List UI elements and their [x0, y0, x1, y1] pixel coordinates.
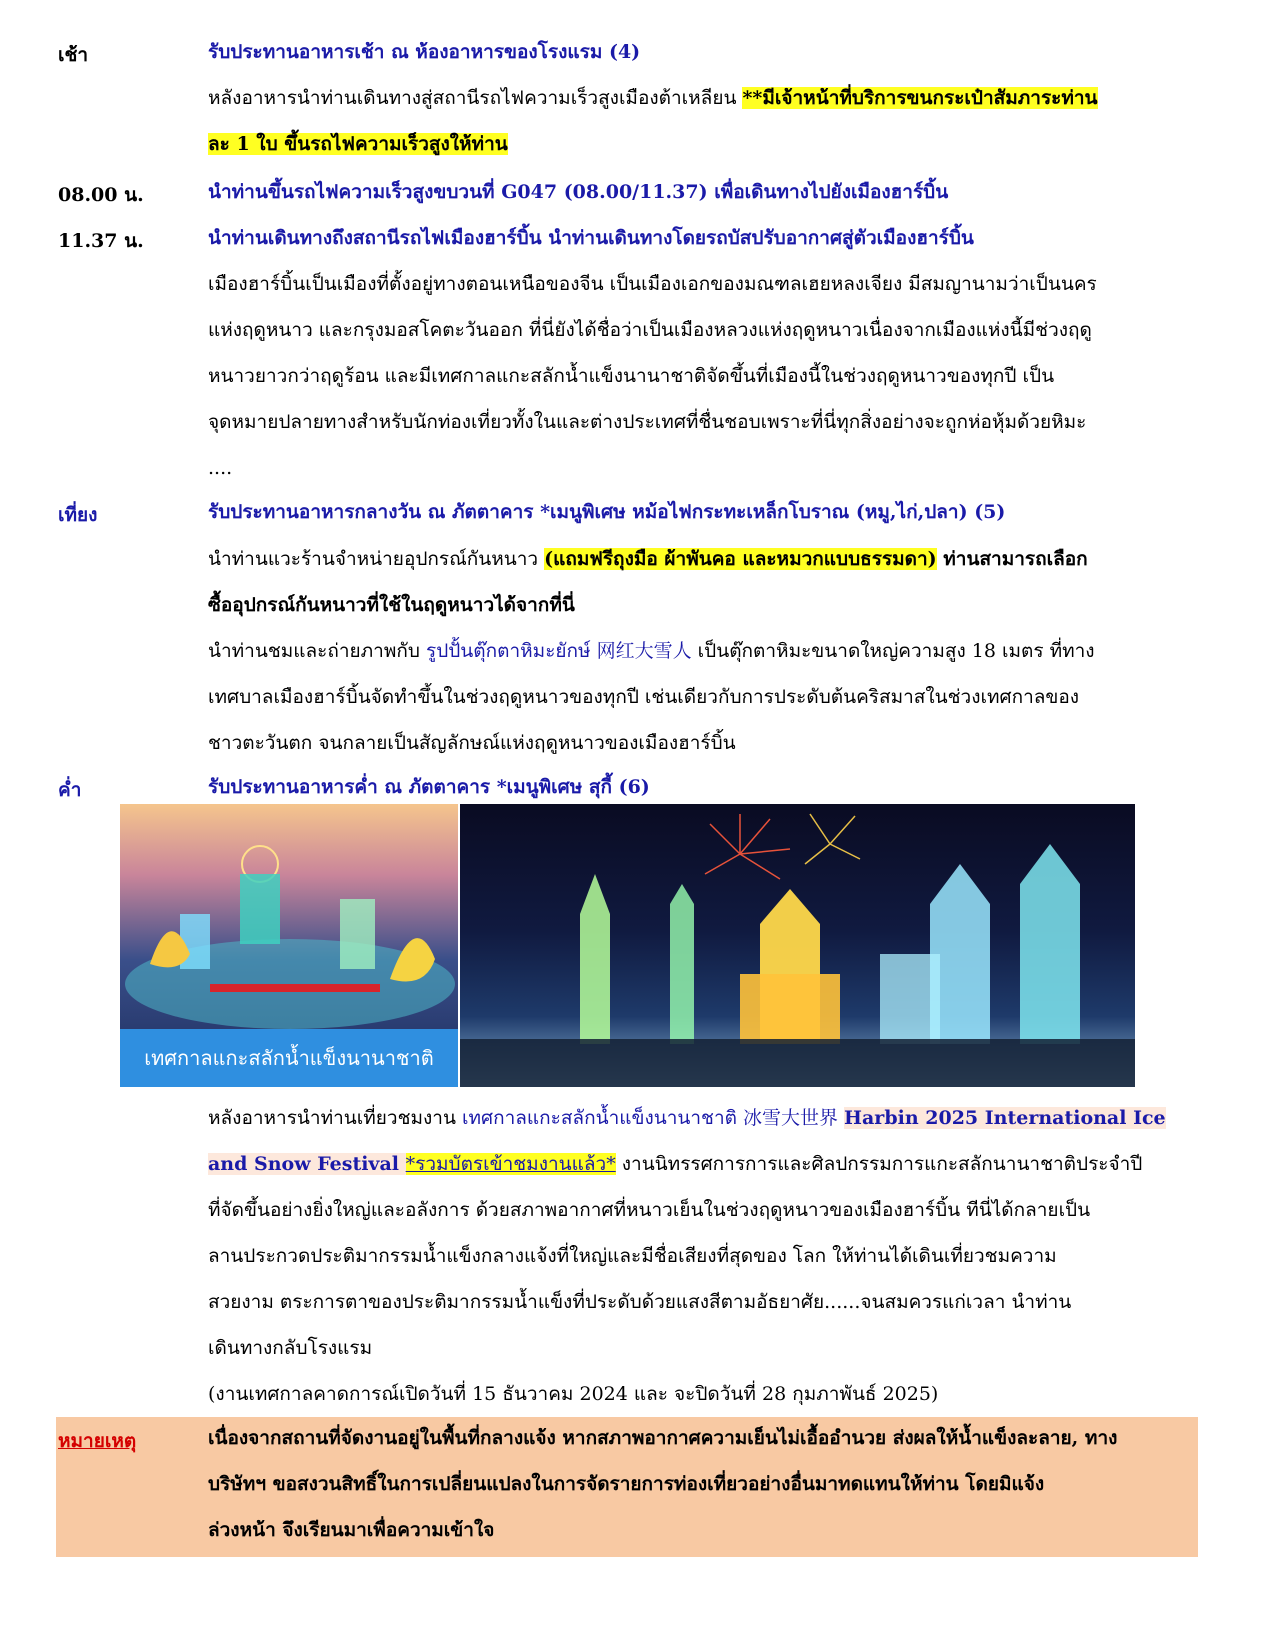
- banner-caption: เทศกาลแกะสลักน้ำแข็งนานาชาติ: [120, 1029, 458, 1087]
- festival-name-en: Harbin 2025 International Ice: [844, 1107, 1166, 1129]
- harbin-desc-line: จุดหมายปลายทางสำหรับนักท่องเที่ยวทั้งในและต่างประเทศที่ชื่นชอบเพราะที่นี่ทุกสิ่งอย่างจะถูกห่อหุ้มด้วยหิมะ: [208, 411, 1087, 433]
- harbin-desc-line: หนาวยาวกว่าฤดูร้อน และมีเทศกาลแกะสลักน้ำแข็งนานาชาติจัดขึ้นที่เมืองนี้ในช่วงฤดูหนาวของทุกปี เป็น: [208, 365, 1055, 387]
- festival-line-2-post: งานนิทรรศการการและศิลปกรรมการแกะสลักนานาชาติประจำปี: [615, 1153, 1143, 1175]
- ice-festival-banner: [120, 804, 1135, 1087]
- festival-night-photo: [460, 804, 1135, 1087]
- harbin-desc-line: เมืองฮาร์บิ้นเป็นเมืองที่ตั้งอยู่ทางตอนเหนือของจีน เป็นเมืองเอกของมณฑลเฮยหลงเจียง มีสมญานามว่าเป็นนคร: [208, 273, 1097, 295]
- festival-pre: หลังอาหารนำท่านเที่ยวชมงาน: [208, 1107, 462, 1129]
- note-line: ล่วงหน้า จึงเรียนมาเพื่อความเข้าใจ: [208, 1519, 495, 1541]
- festival-desc-line: ที่จัดขึ้นอย่างยิ่งใหญ่และอลังการ ด้วยสภาพอากาศที่หนาวเย็นในช่วงฤดูหนาวของเมืองฮาร์บิ้น ทีนี่ได้กลายเป็น: [208, 1199, 1091, 1221]
- snowman-line-1: [208, 635, 1095, 667]
- ticket-included-note: *รวมบัตรเข้าชมงานแล้ว*: [405, 1153, 616, 1175]
- train-departure-text: นำท่านขึ้นรถไฟความเร็วสูงขบวนที่ G047 (08.00/11.37) เพื่อเดินทางไปยังเมืองฮาร์บิ้น: [208, 181, 949, 203]
- festival-name-en-2: and Snow Festival: [208, 1153, 406, 1175]
- time-label-1137: 11.37 น.: [58, 230, 144, 252]
- snowman-pre: นำท่านชมและถ่ายภาพกับ: [208, 640, 426, 662]
- arrival-title: นำท่านเดินทางถึงสถานีรถไฟเมืองฮาร์บิ้น นำท่านเดินทางโดยรถบัสปรับอากาศสู่ตัวเมืองฮาร์บิ้น: [208, 227, 974, 249]
- note-line: บริษัทฯ ขอสงวนสิทธิ์ในการเปลี่ยนแปลงในการจัดรายการท่องเที่ยวอย่างอื่นมาทดแทนให้ท่าน โดยมิแจ้ง: [208, 1473, 1045, 1495]
- note-label: [58, 1426, 136, 1456]
- lunch-title: รับประทานอาหารกลางวัน ณ ภัตตาคาร *เมนูพิเศษ หม้อไฟกระทะเหล็กโบราณ (หมู,ไก่,ปลา) (5): [208, 501, 1006, 523]
- snowman-line-2: เทศบาลเมืองฮาร์บิ้นจัดทำขึ้นในช่วงฤดูหนาวของทุกปี เช่นเดียวกับการประดับต้นคริสมาสในช่วงเทศกาลของ: [208, 686, 1080, 708]
- festival-aerial-photo: [120, 804, 458, 1087]
- festival-name-th: เทศกาลแกะสลักน้ำแข็งนานาชาติ 冰雪大世界: [461, 1107, 845, 1129]
- festival-desc-line: สวยงาม ตระการตาของประติมากรรมน้ำแข็งที่ประดับด้วยแสงสีตามอัธยาศัย......จนสมควรแก่เวลา นำท่าน: [208, 1291, 1072, 1313]
- shop-line-1: [208, 543, 1088, 575]
- shop-text: นำท่านแวะร้านจำหน่ายอุปกรณ์กันหนาว: [208, 548, 545, 570]
- dinner-title: รับประทานอาหารค่ำ ณ ภัตตาคาร *เมนูพิเศษ สุกี้ (6): [208, 776, 650, 798]
- festival-desc-line: เดินทางกลับโรงแรม: [208, 1337, 373, 1359]
- festival-line-1: [208, 1102, 1166, 1134]
- time-label-noon: เที่ยง: [58, 504, 98, 526]
- breakfast-title: รับประทานอาหารเช้า ณ ห้องอาหารของโรงแรม (4): [208, 41, 641, 63]
- time-label-morning: เช้า: [58, 44, 89, 66]
- harbin-desc-line: ....: [208, 457, 233, 479]
- snowman-name: รูปปั้นตุ๊กตาหิมะยักษ์ 网红大雪人: [425, 640, 692, 662]
- festival-aerial-illustration: [120, 804, 458, 1029]
- morning-highlight-2: ละ 1 ใบ ขึ้นรถไฟความเร็วสูงให้ท่าน: [208, 133, 508, 155]
- note-line: เนื่องจากสถานที่จัดงานอยู่ในพื้นที่กลางแจ้ง หากสภาพอากาศความเย็นไม่เอื้ออำนวย ส่งผลให้น้ำแข็งละลาย, ทาง: [208, 1427, 1118, 1449]
- snowman-post: เป็นตุ๊กตาหิมะขนาดใหญ่ความสูง 18 เมตร ที่ทาง: [691, 640, 1095, 662]
- harbin-desc-line: แห่งฤดูหนาว และกรุงมอสโคตะวันออก ที่นี่ยังได้ชื่อว่าเป็นเมืองหลวงแห่งฤดูหนาวเนื่องจากเมืองแห่งนี้มีช่วงฤดู: [208, 319, 1092, 341]
- festival-dates: (งานเทศกาลคาดการณ์เปิดวันที่ 15 ธันวาคม 2024 และ จะปิดวันที่ 28 กุมภาพันธ์ 2025): [208, 1383, 939, 1405]
- morning-highlight-1: **มีเจ้าหน้าที่บริการขนกระเป๋าสัมภาระท่าน: [742, 87, 1098, 109]
- ice-castle-illustration: [460, 804, 1135, 1087]
- festival-line-2: [208, 1148, 1142, 1180]
- morning-text-line-2: [208, 128, 508, 160]
- note-label-text: หมายเหตุ: [58, 1430, 137, 1452]
- morning-text: หลังอาหารนำท่านเดินทางสู่สถานีรถไฟความเร็วสูงเมืองต้าเหลียน: [208, 87, 743, 109]
- snowman-line-3: ชาวตะวันตก จนกลายเป็นสัญลักษณ์แห่งฤดูหนาวของเมืองฮาร์บิ้น: [208, 732, 736, 754]
- morning-text-line-1: [208, 82, 1098, 114]
- time-label-0800: 08.00 น.: [58, 184, 144, 206]
- festival-desc-line: ลานประกวดประติมากรรมน้ำแข็งกลางแจ้งที่ใหญ่และมีชื่อเสียงที่สุดของ โลก ให้ท่านได้เดินเที่ยวชมความ: [208, 1245, 1057, 1267]
- shop-line-2: ซื้ออุปกรณ์กันหนาวที่ใช้ในฤดูหนาวได้จากที่นี่: [208, 594, 575, 616]
- time-label-dinner: ค่ำ: [58, 779, 82, 801]
- shop-highlight: (แถมฟรีถุงมือ ผ้าพันคอ และหมวกแบบธรรมดา): [544, 548, 937, 570]
- shop-bold-text: ท่านสามารถเลือก: [936, 548, 1088, 570]
